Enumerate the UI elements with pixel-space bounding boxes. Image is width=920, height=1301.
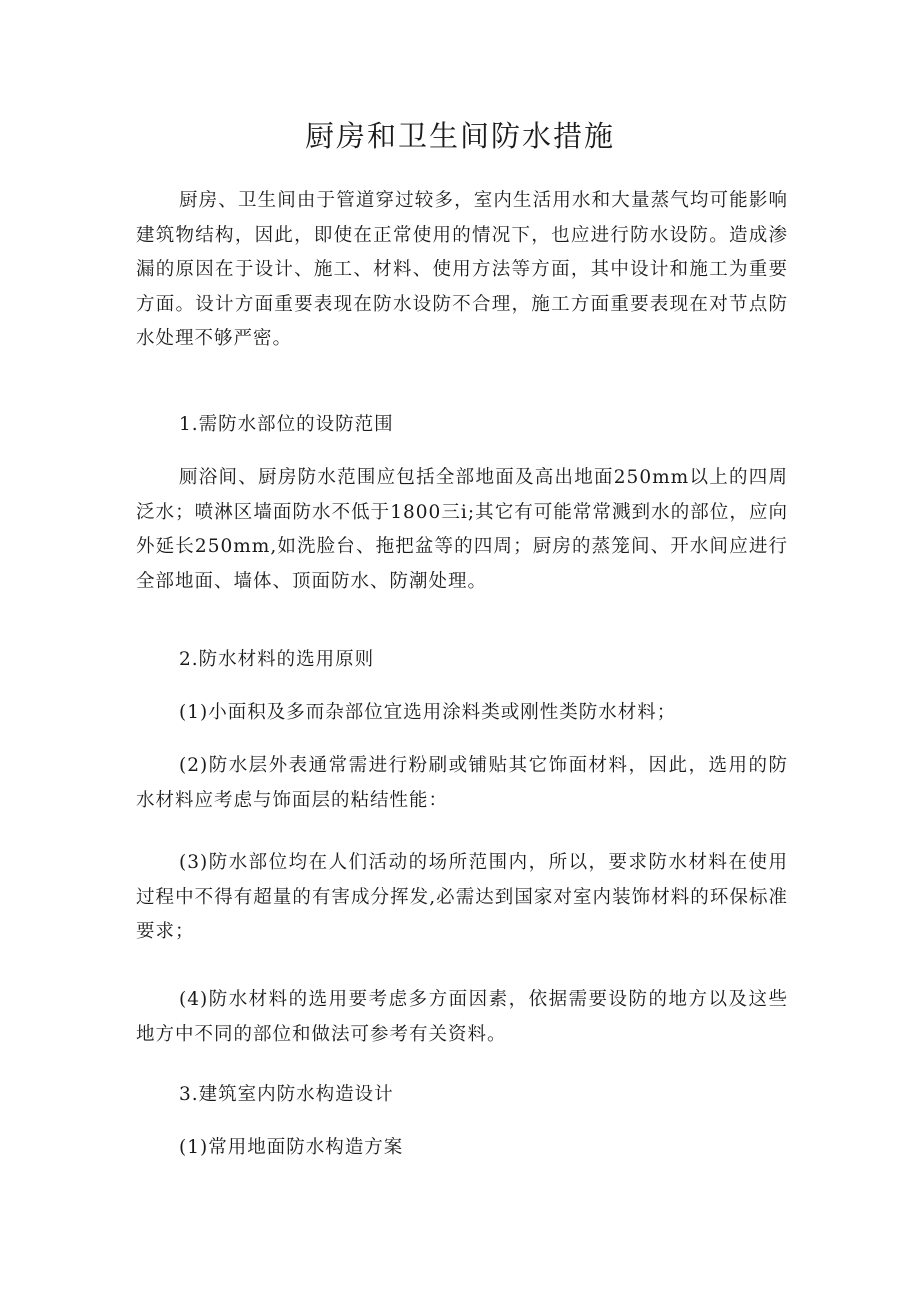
document-title: 厨房和卫生间防水措施 <box>304 119 615 153</box>
section-1-body: 厕浴间、厨房防水范围应包括全部地面及高出地面250mm以上的四周泛水；喷淋区墙面防水不低于1800三i;其它有可能常常溅到水的部位，应向外延长250mm,如洗脸台、拖把盆等的四周；厨房的蒸笼间、开水间应进行全部地面、墙体、顶面防水、防潮处理。 <box>136 467 788 592</box>
section-3-heading: 3.建筑室内防水构造设计 <box>179 1084 394 1105</box>
section-2-item-3: (3)防水部位均在人们活动的场所范围内，所以，要求防水材料在使用过程中不得有超量的有害成分挥发,必需达到国家对室内装饰材料的环保标准要求； <box>136 852 788 942</box>
section-1-heading: 1.需防水部位的设防范围 <box>179 414 394 435</box>
section-2-item-1: (1)小面积及多而杂部位宜选用涂料类或刚性类防水材料； <box>179 702 677 723</box>
section-3-sub-1: (1)常用地面防水构造方案 <box>179 1137 404 1158</box>
section-2-item-2: (2)防水层外表通常需进行粉刷或铺贴其它饰面材料，因此，选用的防水材料应考虑与饰面层的粘结性能： <box>136 755 788 811</box>
section-2-heading: 2.防水材料的选用原则 <box>179 649 375 670</box>
intro-paragraph: 厨房、卫生间由于管道穿过较多，室内生活用水和大量蒸气均可能影响建筑物结构，因此，即使在正常使用的情况下，也应进行防水设防。造成渗漏的原因在于设计、施工、材料、使用方法等方面，其中设计和施工为重要方面。设计方面重要表现在防水设防不合理，施工方面重要表现在对节点防水处理不够严密。 <box>136 190 788 349</box>
section-2-item-4: (4)防水材料的选用要考虑多方面因素，依据需要设防的地方以及这些地方中不同的部位和做法可参考有关资料。 <box>136 989 788 1045</box>
